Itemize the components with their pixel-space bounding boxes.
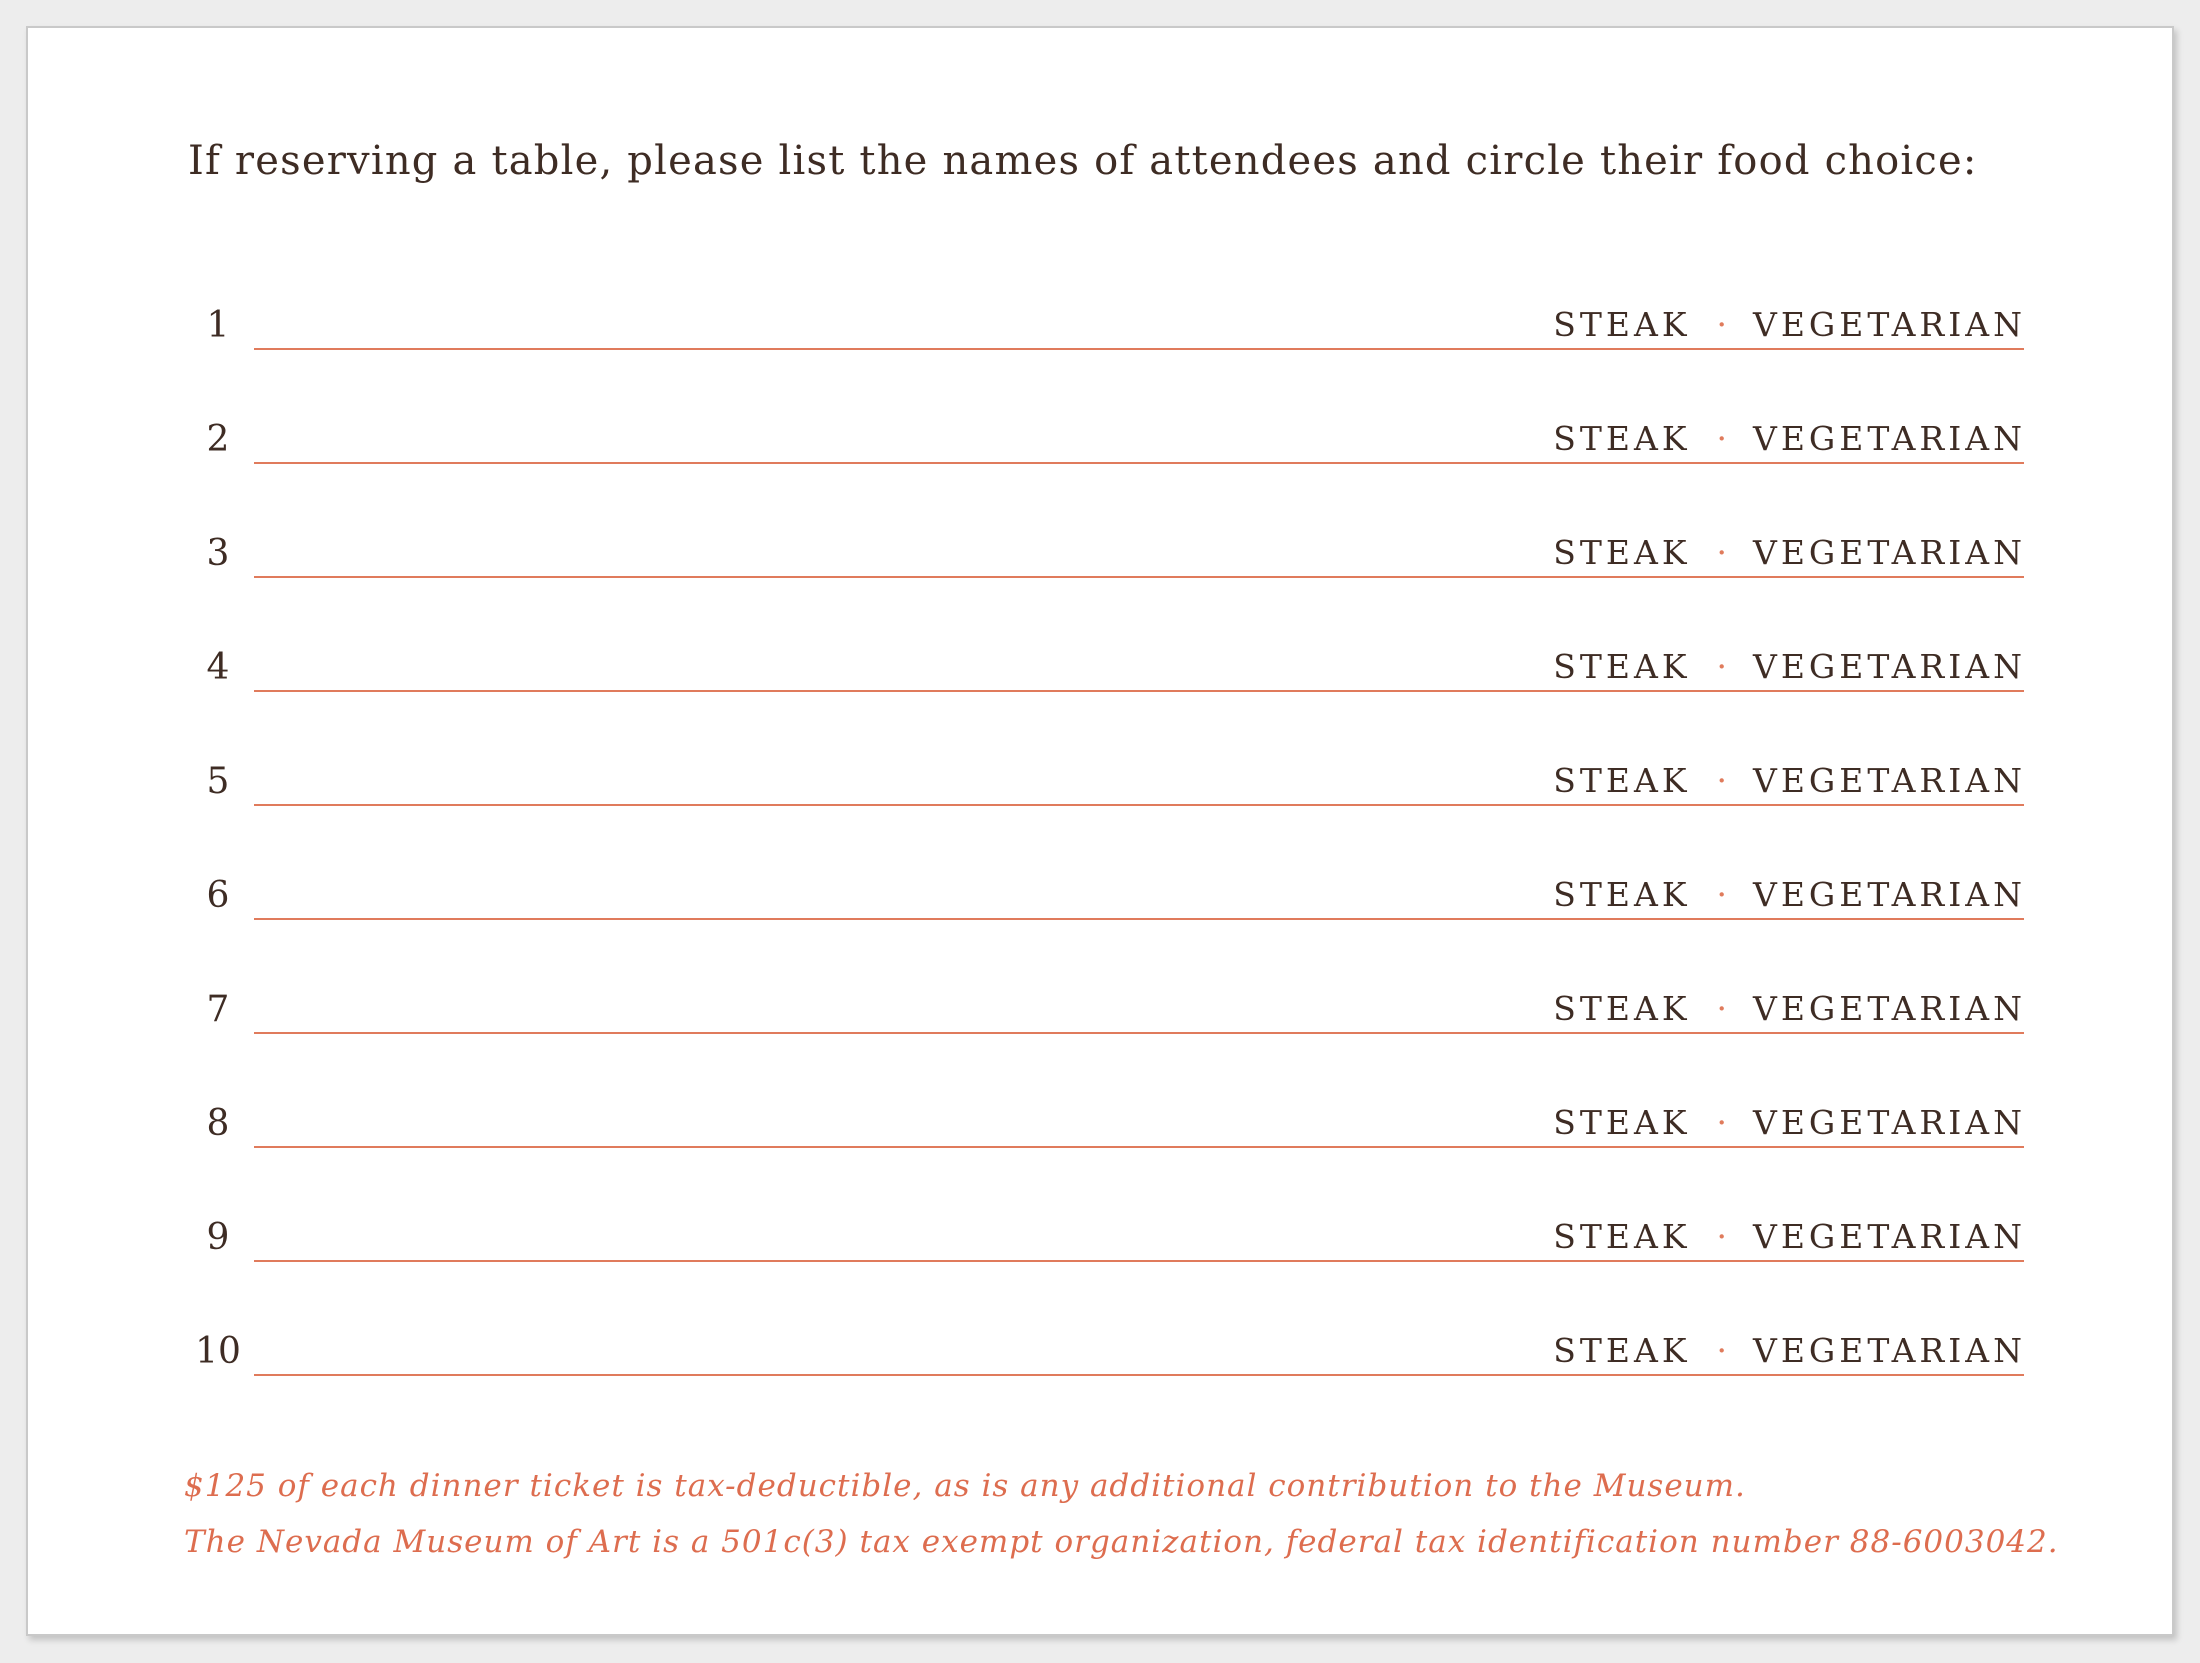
steak-option[interactable]: STEAK — [1553, 647, 1691, 686]
steak-option[interactable]: STEAK — [1553, 761, 1691, 800]
separator-dot: · — [1716, 419, 1727, 458]
attendee-row-5 — [28, 746, 2176, 806]
row-number: 7 — [206, 989, 230, 1030]
vegetarian-option[interactable]: VEGETARIAN — [1753, 533, 2026, 572]
steak-option[interactable]: STEAK — [1553, 1103, 1691, 1142]
vegetarian-option[interactable]: VEGETARIAN — [1753, 989, 2026, 1028]
name-line[interactable] — [254, 576, 2024, 578]
vegetarian-option[interactable]: VEGETARIAN — [1753, 647, 2026, 686]
food-choices — [1553, 419, 2026, 458]
name-line[interactable] — [254, 1260, 2024, 1262]
separator-dot: · — [1716, 1331, 1727, 1370]
name-line[interactable] — [254, 690, 2024, 692]
food-choices — [1553, 533, 2026, 572]
row-number: 1 — [206, 305, 230, 346]
steak-option[interactable]: STEAK — [1553, 1217, 1691, 1256]
name-line[interactable] — [254, 1146, 2024, 1148]
row-number: 8 — [206, 1103, 230, 1144]
row-number: 3 — [206, 533, 230, 574]
attendee-row-7 — [28, 974, 2176, 1034]
food-choices — [1553, 989, 2026, 1028]
name-line[interactable] — [254, 918, 2024, 920]
separator-dot: · — [1716, 647, 1727, 686]
food-choices — [1553, 875, 2026, 914]
form-heading: If reserving a table, please list the names of attendees and circle their food choice: — [188, 138, 1978, 184]
vegetarian-option[interactable]: VEGETARIAN — [1753, 419, 2026, 458]
food-choices — [1553, 1217, 2026, 1256]
row-number: 5 — [206, 761, 230, 802]
steak-option[interactable]: STEAK — [1553, 533, 1691, 572]
vegetarian-option[interactable]: VEGETARIAN — [1753, 1103, 2026, 1142]
row-number: 10 — [195, 1331, 241, 1372]
attendee-row-6 — [28, 860, 2176, 920]
tax-exempt-note: The Nevada Museum of Art is a 501c(3) tax exempt organization, federal tax identification number 88-6003042. — [184, 1524, 2059, 1560]
food-choices — [1553, 1331, 2026, 1370]
name-line[interactable] — [254, 1374, 2024, 1376]
row-number: 4 — [206, 647, 230, 688]
attendee-row-10 — [28, 1316, 2176, 1376]
attendee-row-8 — [28, 1088, 2176, 1148]
attendee-row-2 — [28, 404, 2176, 464]
food-choices — [1553, 1103, 2026, 1142]
tax-deductible-note: $125 of each dinner ticket is tax-deductible, as is any additional contribution to the Museum. — [184, 1468, 1746, 1504]
food-choices — [1553, 305, 2026, 344]
separator-dot: · — [1716, 875, 1727, 914]
attendee-row-9 — [28, 1202, 2176, 1262]
vegetarian-option[interactable]: VEGETARIAN — [1753, 1331, 2026, 1370]
separator-dot: · — [1716, 533, 1727, 572]
name-line[interactable] — [254, 804, 2024, 806]
separator-dot: · — [1716, 1103, 1727, 1142]
separator-dot: · — [1716, 989, 1727, 1028]
steak-option[interactable]: STEAK — [1553, 989, 1691, 1028]
vegetarian-option[interactable]: VEGETARIAN — [1753, 875, 2026, 914]
attendee-row-4 — [28, 632, 2176, 692]
vegetarian-option[interactable]: VEGETARIAN — [1753, 761, 2026, 800]
row-number: 2 — [206, 419, 230, 460]
vegetarian-option[interactable]: VEGETARIAN — [1753, 305, 2026, 344]
food-choices — [1553, 761, 2026, 800]
reservation-card — [26, 26, 2174, 1636]
attendee-row-3 — [28, 518, 2176, 578]
attendee-row-1 — [28, 290, 2176, 350]
name-line[interactable] — [254, 348, 2024, 350]
steak-option[interactable]: STEAK — [1553, 1331, 1691, 1370]
separator-dot: · — [1716, 761, 1727, 800]
food-choices — [1553, 647, 2026, 686]
steak-option[interactable]: STEAK — [1553, 419, 1691, 458]
separator-dot: · — [1716, 1217, 1727, 1256]
row-number: 6 — [206, 875, 230, 916]
steak-option[interactable]: STEAK — [1553, 875, 1691, 914]
vegetarian-option[interactable]: VEGETARIAN — [1753, 1217, 2026, 1256]
row-number: 9 — [206, 1217, 230, 1258]
steak-option[interactable]: STEAK — [1553, 305, 1691, 344]
name-line[interactable] — [254, 1032, 2024, 1034]
separator-dot: · — [1716, 305, 1727, 344]
tax-footnote — [184, 1458, 2059, 1570]
name-line[interactable] — [254, 462, 2024, 464]
